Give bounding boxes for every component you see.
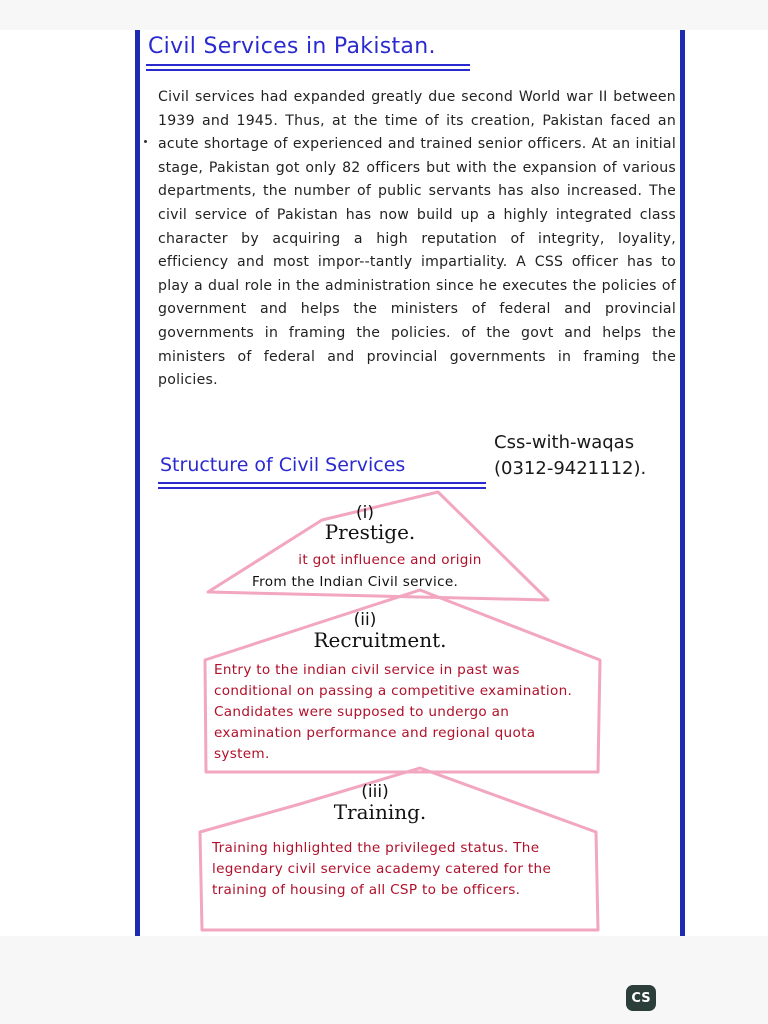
page-title: Civil Services in Pakistan. xyxy=(148,34,436,59)
recruitment-text: Entry to the indian civil service in past was conditional on passing a competitive examination. Candidates were supposed to undergo an examination performance and regional quota system. xyxy=(214,662,573,762)
training-text: Training highlighted the privileged status. The legendary civil service academy catered for the training of housing of all CSP to be officers. xyxy=(212,840,552,898)
intro-paragraph: Civil services had expanded greatly due second World war II between 1939 and 1945. Thus, at the time of its creation, Pakistan faced an acute shortage of experienced and trained senior officers. At an initial stage, Pakistan got only 82 officers but with the expansion of various departments, the number of public servants has also increased. The civil service of Pakistan has now build up a highly integrated class character by acquiring a high reputation of integrity, loyality, efficiency and most impor--tantly impartiality. A CSS officer has to play a dual role in the administration since he executes the policies of government and helps the ministers of federal and provincial governments in framing the policies. of the govt and helps the ministers of federal and provincial governments in framing the policies. xyxy=(158,89,676,389)
author-phone: (0312-9421112). xyxy=(494,458,647,479)
training-label: Training. xyxy=(333,800,427,824)
prestige-text-line2: From the Indian Civil service. xyxy=(252,574,459,590)
prestige-text-line1: it got influence and origin xyxy=(298,552,482,568)
prestige-label: Prestige. xyxy=(324,520,416,544)
prestige-number: (i) xyxy=(356,503,374,523)
camscanner-logo: CS xyxy=(626,985,656,1011)
section-heading: Structure of Civil Services xyxy=(160,454,406,476)
training-number: (iii) xyxy=(361,782,389,802)
author-credit: Css-with-waqas xyxy=(494,432,635,453)
recruitment-number: (ii) xyxy=(353,610,377,630)
recruitment-label: Recruitment. xyxy=(313,628,447,652)
